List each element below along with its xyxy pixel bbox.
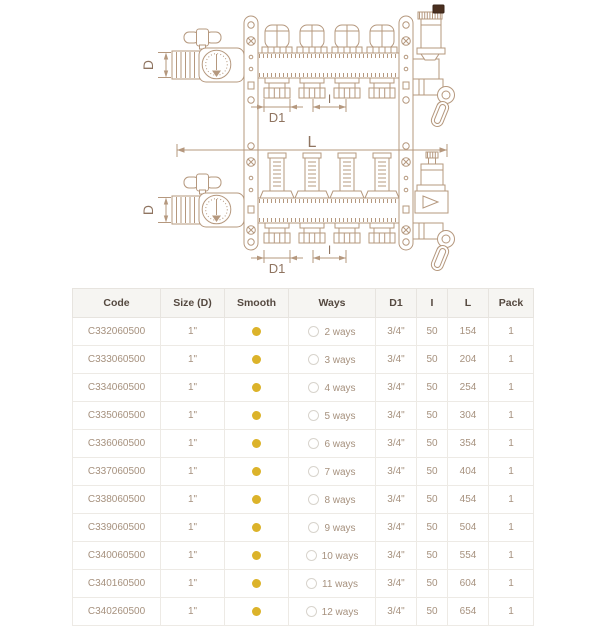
header-smooth: Smooth: [225, 289, 289, 318]
cell-pack: 1: [489, 542, 534, 570]
header-l: L: [448, 289, 489, 318]
air-vent: [413, 5, 445, 80]
manifold-body: [256, 198, 402, 223]
cell-pack: 1: [489, 458, 534, 486]
cell-d1: 3/4": [376, 542, 417, 570]
ways-label: 4 ways: [324, 382, 356, 394]
mounting-bracket-right: [399, 16, 413, 250]
cell-d1: 3/4": [376, 346, 417, 374]
cell-smooth: [225, 318, 289, 346]
cell-code: C334060500: [73, 374, 161, 402]
cell-i: 50: [417, 570, 448, 598]
cell-d1: 3/4": [376, 402, 417, 430]
ways-label: 9 ways: [324, 522, 356, 534]
cell-i: 50: [417, 374, 448, 402]
cell-l: 254: [448, 374, 489, 402]
ways-radio[interactable]: [308, 382, 319, 393]
vent-cap: [433, 5, 444, 13]
cell-d1: 3/4": [376, 318, 417, 346]
cell-ways: [289, 486, 376, 514]
smooth-indicator: [252, 607, 261, 616]
ways-radio[interactable]: [306, 606, 317, 617]
header-pack: Pack: [489, 289, 534, 318]
cell-d1: 3/4": [376, 514, 417, 542]
cell-code: C340260500: [73, 598, 161, 626]
cell-ways: [289, 458, 376, 486]
table-row: [73, 542, 534, 570]
outlet-fitting: [299, 223, 325, 243]
ways-radio[interactable]: [308, 494, 319, 505]
cell-d1: 3/4": [376, 458, 417, 486]
cell-d1: 3/4": [376, 430, 417, 458]
mounting-bracket-left: [244, 16, 258, 250]
cell-size: 1": [161, 374, 225, 402]
cell-l: 604: [448, 570, 489, 598]
smooth-indicator: [252, 467, 261, 476]
drain-valve: [413, 79, 455, 128]
header-d1: D1: [376, 289, 417, 318]
cell-l: 404: [448, 458, 489, 486]
smooth-indicator: [252, 327, 261, 336]
cell-smooth: [225, 598, 289, 626]
table-row: [73, 318, 534, 346]
cell-pack: 1: [489, 318, 534, 346]
cell-l: 154: [448, 318, 489, 346]
outlet-fitting: [264, 223, 290, 243]
smooth-indicator: [252, 355, 261, 364]
cell-ways: [289, 318, 376, 346]
ways-label: 10 ways: [321, 550, 359, 562]
cell-size: 1": [161, 458, 225, 486]
cell-i: 50: [417, 430, 448, 458]
valve-cap: [262, 25, 292, 53]
cell-code: C340060500: [73, 542, 161, 570]
ways-label: 2 ways: [324, 326, 356, 338]
header-code: Code: [73, 289, 161, 318]
ways-label: 6 ways: [324, 438, 356, 450]
cell-smooth: [225, 486, 289, 514]
cell-pack: 1: [489, 346, 534, 374]
ball-valve: [158, 174, 244, 227]
cell-size: 1": [161, 598, 225, 626]
cell-l: 454: [448, 486, 489, 514]
cell-l: 654: [448, 598, 489, 626]
cell-pack: 1: [489, 430, 534, 458]
cell-code: C335060500: [73, 402, 161, 430]
cell-d1: 3/4": [376, 374, 417, 402]
cell-i: 50: [417, 542, 448, 570]
table-row: [73, 458, 534, 486]
smooth-indicator: [252, 523, 261, 532]
cell-ways: [289, 374, 376, 402]
outlet-fitting: [299, 78, 325, 98]
cell-smooth: [225, 514, 289, 542]
label-d1-bottom: D1: [268, 261, 286, 276]
cell-code: C338060500: [73, 486, 161, 514]
ways-radio[interactable]: [308, 326, 319, 337]
cell-code: C337060500: [73, 458, 161, 486]
cell-size: 1": [161, 318, 225, 346]
table-row: [73, 570, 534, 598]
label-i-bottom: I: [327, 243, 332, 257]
cell-size: 1": [161, 486, 225, 514]
cell-l: 554: [448, 542, 489, 570]
ball-valve: [158, 29, 244, 82]
table-row: [73, 598, 534, 626]
cell-pack: 1: [489, 402, 534, 430]
cell-i: 50: [417, 402, 448, 430]
table-row: [73, 430, 534, 458]
smooth-indicator: [252, 439, 261, 448]
smooth-indicator: [252, 579, 261, 588]
ways-radio[interactable]: [306, 578, 317, 589]
cell-i: 50: [417, 598, 448, 626]
cell-ways: [289, 598, 376, 626]
ways-label: 5 ways: [324, 410, 356, 422]
table-body: [73, 318, 534, 626]
label-d1-top: D1: [268, 110, 286, 125]
cell-d1: 3/4": [376, 570, 417, 598]
cell-i: 50: [417, 458, 448, 486]
cell-ways: [289, 402, 376, 430]
cell-pack: 1: [489, 598, 534, 626]
product-spec-table: [72, 288, 534, 626]
cell-i: 50: [417, 318, 448, 346]
cell-size: 1": [161, 402, 225, 430]
cell-d1: 3/4": [376, 486, 417, 514]
ways-radio[interactable]: [308, 466, 319, 477]
flow-meter: [260, 153, 294, 198]
cell-pack: 1: [489, 570, 534, 598]
outlet-fitting: [264, 78, 290, 98]
table-row: [73, 402, 534, 430]
smooth-indicator: [252, 411, 261, 420]
cell-size: 1": [161, 430, 225, 458]
cell-size: 1": [161, 542, 225, 570]
cell-l: 204: [448, 346, 489, 374]
cell-d1: 3/4": [376, 598, 417, 626]
cell-smooth: [225, 402, 289, 430]
smooth-indicator: [252, 551, 261, 560]
cell-ways: [289, 346, 376, 374]
ways-label: 7 ways: [324, 466, 356, 478]
flow-meter: [295, 153, 329, 198]
flow-meter: [330, 153, 364, 198]
cell-code: C336060500: [73, 430, 161, 458]
header-size: Size (D): [161, 289, 225, 318]
cell-smooth: [225, 542, 289, 570]
cell-smooth: [225, 458, 289, 486]
ways-radio[interactable]: [306, 550, 317, 561]
cell-code: C340160500: [73, 570, 161, 598]
header-ways: Ways: [289, 289, 376, 318]
drain-valve: [413, 223, 455, 272]
ways-label: 11 ways: [322, 578, 358, 590]
outlet-fitting: [369, 78, 395, 98]
cell-smooth: [225, 374, 289, 402]
cell-size: 1": [161, 570, 225, 598]
cell-code: C332060500: [73, 318, 161, 346]
cell-ways: [289, 542, 376, 570]
table-row: [73, 514, 534, 542]
header-i: I: [417, 289, 448, 318]
manifold-body: [256, 53, 402, 78]
cell-l: 304: [448, 402, 489, 430]
valve-cap: [297, 25, 327, 53]
cell-size: 1": [161, 346, 225, 374]
label-d-bottom: D: [140, 204, 156, 216]
ways-label: 8 ways: [324, 494, 356, 506]
cell-pack: 1: [489, 374, 534, 402]
cell-i: 50: [417, 486, 448, 514]
ways-label: 12 ways: [321, 606, 359, 618]
outlet-fitting: [369, 223, 395, 243]
label-i-top: I: [327, 92, 332, 106]
ways-radio[interactable]: [308, 410, 319, 421]
cell-code: C339060500: [73, 514, 161, 542]
valve-cap: [332, 25, 362, 53]
cell-i: 50: [417, 514, 448, 542]
outlet-fitting: [334, 78, 360, 98]
flow-meter: [365, 153, 399, 198]
cell-i: 50: [417, 346, 448, 374]
outlet-fitting: [334, 223, 360, 243]
dimension-d1-i-bottom: [251, 250, 346, 263]
cell-smooth: [225, 346, 289, 374]
cell-size: 1": [161, 514, 225, 542]
cell-l: 354: [448, 430, 489, 458]
cell-smooth: [225, 570, 289, 598]
label-l: L: [307, 134, 317, 151]
ways-radio[interactable]: [308, 354, 319, 365]
ways-radio[interactable]: [308, 522, 319, 533]
smooth-indicator: [252, 383, 261, 392]
cell-ways: [289, 514, 376, 542]
table-row: [73, 346, 534, 374]
table-row: [73, 486, 534, 514]
ways-label: 3 ways: [324, 354, 356, 366]
valve-cap: [367, 25, 397, 53]
cell-code: C333060500: [73, 346, 161, 374]
cell-pack: 1: [489, 486, 534, 514]
ways-radio[interactable]: [308, 438, 319, 449]
smooth-indicator: [252, 495, 261, 504]
cell-ways: [289, 570, 376, 598]
cell-ways: [289, 430, 376, 458]
table-row: [73, 374, 534, 402]
table-header-row: [73, 289, 534, 318]
label-d-top: D: [140, 59, 156, 71]
fill-valve: [415, 152, 448, 213]
dimension-d1-i-top: [251, 99, 346, 112]
cell-l: 504: [448, 514, 489, 542]
cell-pack: 1: [489, 514, 534, 542]
cell-smooth: [225, 430, 289, 458]
manifold-technical-drawing: [0, 0, 600, 300]
